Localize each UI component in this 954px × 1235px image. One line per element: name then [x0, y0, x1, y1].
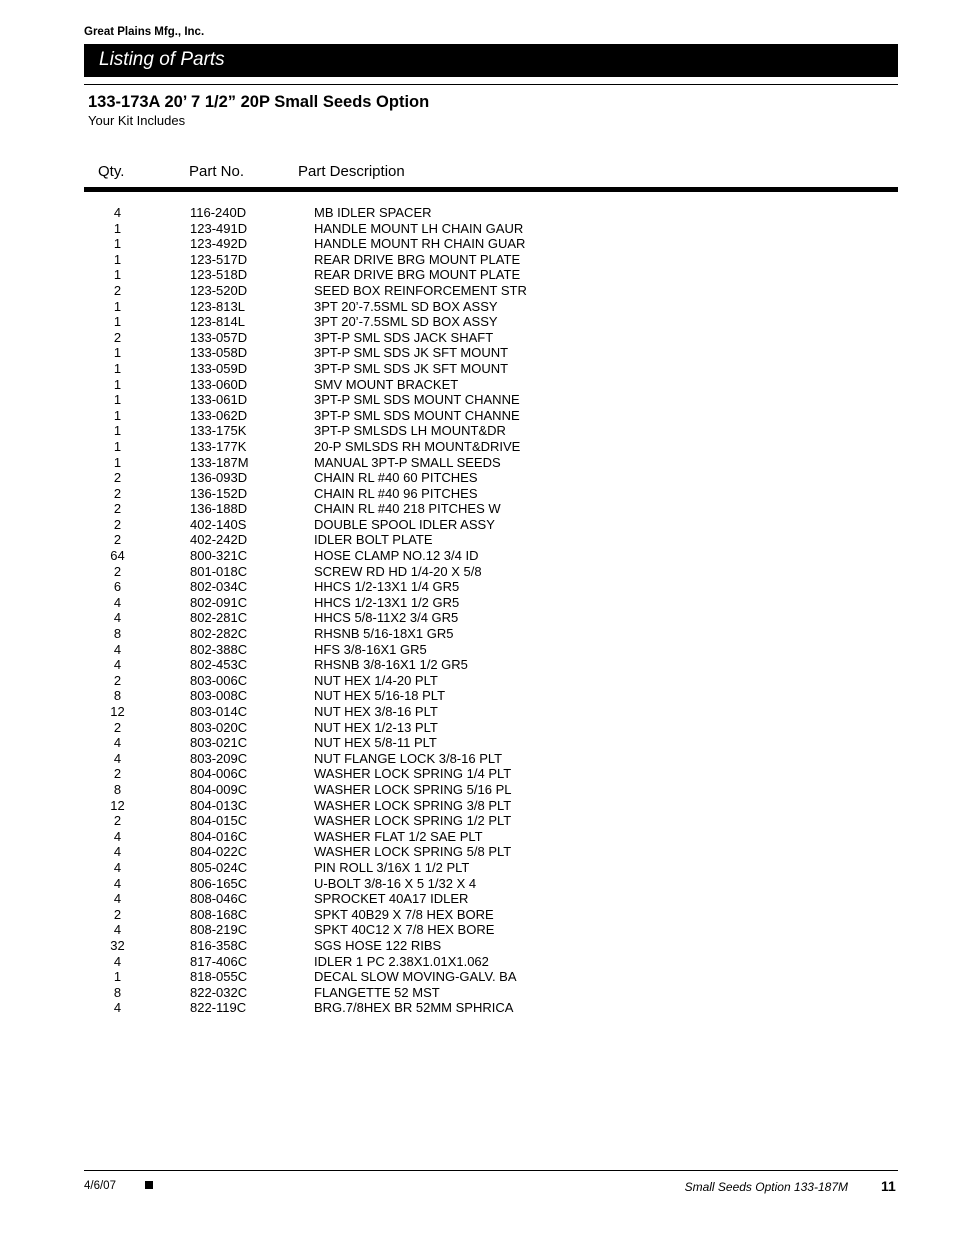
part-description: SCREW RD HD 1/4-20 X 5/8 [314, 563, 482, 579]
part-qty: 1 [113, 454, 122, 470]
kit-subtitle: Your Kit Includes [88, 113, 186, 128]
part-qty: 1 [113, 407, 122, 423]
footer-square-icon [145, 1181, 153, 1189]
table-row [84, 985, 898, 1001]
part-qty: 4 [113, 610, 122, 626]
part-description: HHCS 1/2-13X1 1/2 GR5 [314, 594, 460, 610]
part-number: 133-175K [190, 423, 247, 439]
table-row [84, 486, 898, 502]
part-number: 402-242D [190, 532, 248, 548]
table-row [84, 969, 898, 985]
table-row [84, 517, 898, 533]
part-number: 804-006C [190, 766, 248, 782]
table-row [84, 501, 898, 517]
part-number: 805-024C [190, 859, 248, 875]
part-number: 801-018C [190, 563, 248, 579]
table-row [84, 455, 898, 471]
part-description: HOSE CLAMP NO.12 3/4 ID [314, 548, 479, 564]
part-description: MANUAL 3PT-P SMALL SEEDS [314, 454, 501, 470]
part-number: 808-168C [190, 906, 248, 922]
part-number: 804-015C [190, 813, 248, 829]
part-description: SEED BOX REINFORCEMENT STR [314, 282, 527, 298]
part-qty: 1 [113, 251, 122, 267]
part-description: SMV MOUNT BRACKET [314, 376, 459, 392]
part-description: REAR DRIVE BRG MOUNT PLATE [314, 251, 521, 267]
part-description: WASHER FLAT 1/2 SAE PLT [314, 828, 483, 844]
part-qty: 4 [113, 875, 122, 891]
part-description: SPROCKET 40A17 IDLER [314, 891, 469, 907]
part-number: 803-008C [190, 688, 248, 704]
part-number: 123-491D [190, 220, 248, 236]
table-row [84, 221, 898, 237]
part-description: RHSNB 5/16-18X1 GR5 [314, 626, 454, 642]
part-description: PIN ROLL 3/16X 1 1/2 PLT [314, 859, 470, 875]
part-qty: 4 [113, 953, 122, 969]
table-row [84, 236, 898, 252]
part-qty: 4 [113, 844, 122, 860]
part-qty: 1 [113, 969, 122, 985]
part-description: FLANGETTE 52 MST [314, 984, 440, 1000]
part-qty: 8 [113, 984, 122, 1000]
part-number: 123-492D [190, 236, 248, 252]
table-row [84, 564, 898, 580]
footer-divider [84, 1170, 898, 1171]
part-qty: 8 [113, 781, 122, 797]
part-qty: 1 [113, 376, 122, 392]
part-description: CHAIN RL #40 218 PITCHES W [314, 501, 501, 517]
part-description: 3PT-P SML SDS MOUNT CHANNE [314, 407, 520, 423]
table-row [84, 283, 898, 299]
table-row [84, 704, 898, 720]
part-description: SPKT 40C12 X 7/8 HEX BORE [314, 922, 495, 938]
part-qty: 4 [113, 735, 122, 751]
part-qty: 2 [113, 813, 122, 829]
part-qty: 1 [113, 423, 122, 439]
part-qty: 4 [113, 205, 122, 220]
table-row [84, 532, 898, 548]
part-number: 123-520D [190, 282, 248, 298]
table-row [84, 922, 898, 938]
part-number: 816-358C [190, 937, 248, 953]
description-column-header: Part Description [298, 163, 405, 180]
table-row [84, 314, 898, 330]
part-number: 803-021C [190, 735, 248, 751]
table-row [84, 844, 898, 860]
qty-column-header: Qty. [98, 163, 125, 180]
section-banner [84, 44, 898, 77]
part-description: DECAL SLOW MOVING-GALV. BA [314, 969, 517, 985]
part-description: WASHER LOCK SPRING 5/8 PLT [314, 844, 512, 860]
table-row [84, 579, 898, 595]
table-row [84, 408, 898, 424]
part-qty: 64 [110, 548, 125, 564]
part-description: WASHER LOCK SPRING 3/8 PLT [314, 797, 512, 813]
part-number: 808-219C [190, 922, 248, 938]
part-number: 803-006C [190, 672, 248, 688]
part-number: 804-013C [190, 797, 248, 813]
part-description: 3PT-P SMLSDS LH MOUNT&DR [314, 423, 506, 439]
part-number: 133-187M [190, 454, 249, 470]
part-qty: 1 [113, 267, 122, 283]
part-description: HANDLE MOUNT LH CHAIN GAUR [314, 220, 524, 236]
part-qty: 2 [113, 516, 122, 532]
table-row [84, 470, 898, 486]
section-title: Listing of Parts [99, 49, 225, 70]
part-description: 3PT-P SML SDS JACK SHAFT [314, 329, 494, 345]
table-row [84, 299, 898, 315]
table-row [84, 1000, 898, 1016]
table-row [84, 330, 898, 346]
part-qty: 2 [113, 470, 122, 486]
part-number: 133-060D [190, 376, 248, 392]
part-qty: 2 [113, 719, 122, 735]
part-number: 123-813L [190, 298, 245, 314]
part-number: 804-009C [190, 781, 248, 797]
table-row [84, 813, 898, 829]
part-description: HFS 3/8-16X1 GR5 [314, 641, 427, 657]
table-row [84, 439, 898, 455]
table-row [84, 688, 898, 704]
table-row [84, 610, 898, 626]
part-qty: 2 [113, 282, 122, 298]
table-header-divider [84, 187, 898, 192]
part-qty: 1 [113, 392, 122, 408]
part-description: NUT FLANGE LOCK 3/8-16 PLT [314, 750, 503, 766]
table-row [84, 766, 898, 782]
part-number: 123-517D [190, 251, 248, 267]
part-qty: 1 [113, 345, 122, 361]
part-number: 803-020C [190, 719, 248, 735]
part-description: U-BOLT 3/8-16 X 5 1/32 X 4 [314, 875, 477, 891]
part-qty: 4 [113, 922, 122, 938]
table-row [84, 938, 898, 954]
part-number: 808-046C [190, 891, 248, 907]
table-row [84, 829, 898, 845]
part-qty: 2 [113, 672, 122, 688]
part-qty: 12 [110, 797, 125, 813]
part-number: 802-282C [190, 626, 248, 642]
part-qty: 1 [113, 236, 122, 252]
part-description: 20-P SMLSDS RH MOUNT&DRIVE [314, 438, 521, 454]
part-description: NUT HEX 1/4-20 PLT [314, 672, 438, 688]
part-description: SPKT 40B29 X 7/8 HEX BORE [314, 906, 494, 922]
part-description: HHCS 5/8-11X2 3/4 GR5 [314, 610, 459, 626]
part-qty: 2 [113, 563, 122, 579]
part-qty: 12 [110, 704, 125, 719]
part-qty: 1 [113, 314, 122, 330]
part-number: 133-058D [190, 345, 248, 361]
part-qty: 2 [113, 485, 122, 501]
part-qty: 1 [113, 438, 122, 454]
part-description: WASHER LOCK SPRING 5/16 PL [314, 781, 512, 797]
part-number: 817-406C [190, 953, 248, 969]
part-number: 804-022C [190, 844, 248, 860]
part-qty: 4 [113, 828, 122, 844]
part-description: CHAIN RL #40 96 PITCHES [314, 485, 478, 501]
part-qty: 4 [113, 641, 122, 657]
table-row [84, 876, 898, 892]
part-number: 802-281C [190, 610, 248, 626]
part-description: HHCS 1/2-13X1 1/4 GR5 [314, 579, 460, 595]
part-qty: 2 [113, 329, 122, 345]
part-number: 116-240D [190, 205, 247, 220]
part-description: CHAIN RL #40 60 PITCHES [314, 470, 478, 486]
part-number: 802-388C [190, 641, 248, 657]
parts-list [84, 205, 898, 1016]
part-qty: 4 [113, 859, 122, 875]
part-description: MB IDLER SPACER [314, 205, 432, 220]
part-number: 133-062D [190, 407, 248, 423]
part-number: 123-518D [190, 267, 248, 283]
part-description: NUT HEX 5/8-11 PLT [314, 735, 437, 751]
part-qty: 1 [113, 220, 122, 236]
table-row [84, 657, 898, 673]
table-row [84, 423, 898, 439]
part-qty: 32 [110, 937, 125, 953]
table-row [84, 735, 898, 751]
part-description: BRG.7/8HEX BR 52MM SPHRICA [314, 1000, 514, 1016]
part-description: RHSNB 3/8-16X1 1/2 GR5 [314, 657, 468, 673]
part-number: 803-014C [190, 704, 248, 719]
table-row [84, 954, 898, 970]
table-row [84, 361, 898, 377]
part-qty: 6 [113, 579, 122, 595]
part-description: SGS HOSE 122 RIBS [314, 937, 442, 953]
part-number: 123-814L [190, 314, 245, 330]
part-description: 3PT-P SML SDS JK SFT MOUNT [314, 345, 509, 361]
part-number: 802-034C [190, 579, 248, 595]
part-qty: 4 [113, 750, 122, 766]
part-qty: 1 [113, 360, 122, 376]
part-qty: 1 [113, 298, 122, 314]
footer-document-title: Small Seeds Option 133-187M [684, 1180, 848, 1194]
part-qty: 8 [113, 626, 122, 642]
part-number: 800-321C [190, 548, 248, 564]
table-row [84, 673, 898, 689]
table-row [84, 626, 898, 642]
table-row [84, 798, 898, 814]
part-description: WASHER LOCK SPRING 1/2 PLT [314, 813, 512, 829]
table-row [84, 907, 898, 923]
part-description: HANDLE MOUNT RH CHAIN GUAR [314, 236, 526, 252]
part-qty: 4 [113, 891, 122, 907]
part-qty: 4 [113, 657, 122, 673]
part-description: NUT HEX 3/8-16 PLT [314, 704, 438, 719]
table-row [84, 252, 898, 268]
part-qty: 8 [113, 688, 122, 704]
part-qty: 2 [113, 532, 122, 548]
table-row [84, 782, 898, 798]
header-divider [84, 84, 898, 85]
part-description: DOUBLE SPOOL IDLER ASSY [314, 516, 495, 532]
part-description: 3PT 20’-7.5SML SD BOX ASSY [314, 298, 498, 314]
table-row [84, 345, 898, 361]
part-description: 3PT 20’-7.5SML SD BOX ASSY [314, 314, 498, 330]
part-number: 822-032C [190, 984, 248, 1000]
table-row [84, 377, 898, 393]
table-row [84, 720, 898, 736]
table-row [84, 267, 898, 283]
part-number: 133-057D [190, 329, 248, 345]
part-number: 136-188D [190, 501, 248, 517]
part-description: NUT HEX 5/16-18 PLT [314, 688, 446, 704]
part-number: 133-059D [190, 360, 248, 376]
table-row [84, 891, 898, 907]
part-description: 3PT-P SML SDS MOUNT CHANNE [314, 392, 520, 408]
part-number: 804-016C [190, 828, 248, 844]
part-qty: 4 [113, 594, 122, 610]
part-qty: 2 [113, 906, 122, 922]
table-row [84, 205, 898, 221]
part-number: 806-165C [190, 875, 248, 891]
part-description: IDLER 1 PC 2.38X1.01X1.062 [314, 953, 489, 969]
part-number: 136-093D [190, 470, 248, 486]
part-description: 3PT-P SML SDS JK SFT MOUNT [314, 360, 509, 376]
footer-date: 4/6/07 [84, 1180, 116, 1192]
table-row [84, 548, 898, 564]
part-qty: 2 [113, 501, 122, 517]
part-number: 818-055C [190, 969, 248, 985]
kit-title: 133-173A 20’ 7 1/2” 20P Small Seeds Option [88, 93, 430, 111]
part-description: REAR DRIVE BRG MOUNT PLATE [314, 267, 521, 283]
part-qty: 2 [113, 766, 122, 782]
part-number: 133-061D [190, 392, 248, 408]
part-number: 402-140S [190, 516, 247, 532]
part-number: 822-119C [190, 1000, 247, 1016]
table-row [84, 595, 898, 611]
table-row [84, 642, 898, 658]
table-row [84, 860, 898, 876]
table-row [84, 751, 898, 767]
table-row [84, 392, 898, 408]
part-number: 802-453C [190, 657, 248, 673]
part-number: 133-177K [190, 438, 247, 454]
part-description: IDLER BOLT PLATE [314, 532, 433, 548]
part-number: 136-152D [190, 485, 248, 501]
part-no-column-header: Part No. [189, 163, 245, 180]
company-name: Great Plains Mfg., Inc. [84, 26, 205, 38]
part-number: 802-091C [190, 594, 248, 610]
part-description: NUT HEX 1/2-13 PLT [314, 719, 438, 735]
part-description: WASHER LOCK SPRING 1/4 PLT [314, 766, 512, 782]
page-number: 11 [881, 1178, 896, 1194]
part-qty: 4 [113, 1000, 122, 1016]
part-number: 803-209C [190, 750, 248, 766]
